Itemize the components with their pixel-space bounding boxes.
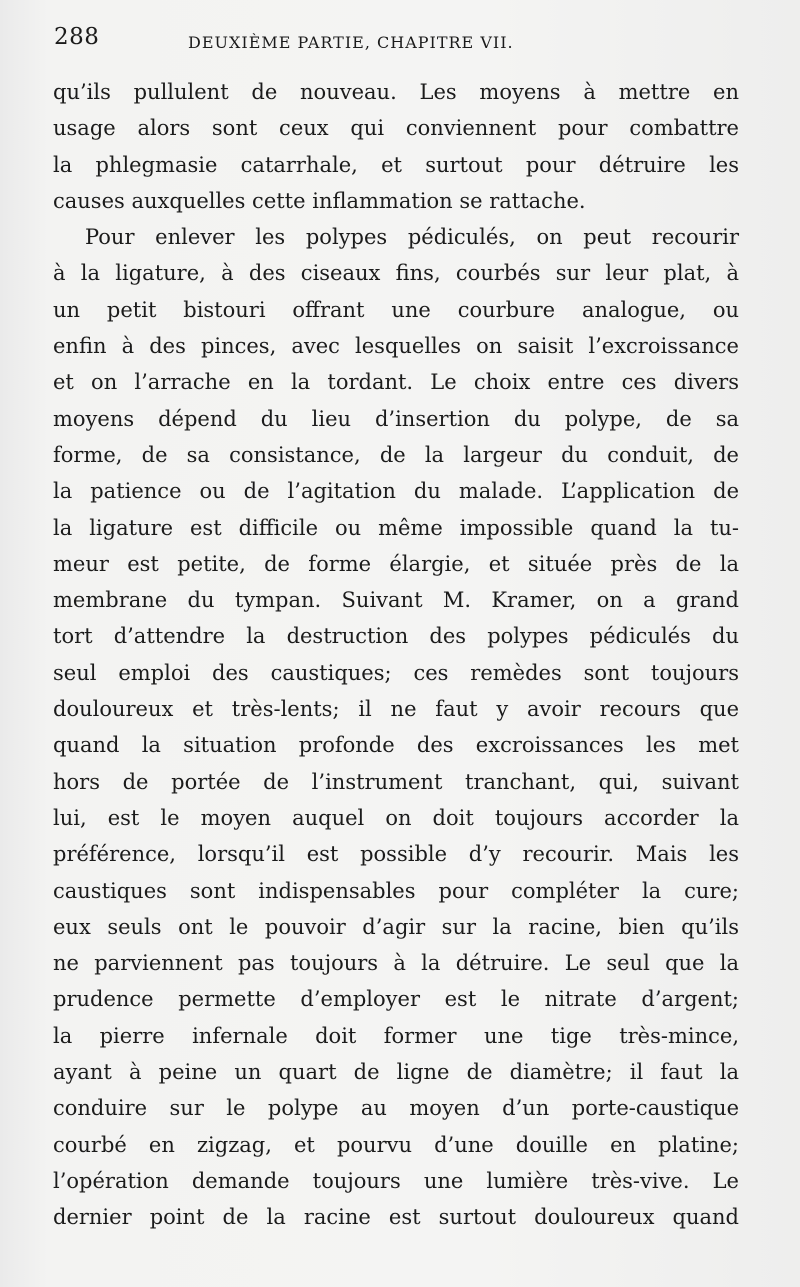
text-line: la pierre infernale doit former une tige très-mince, (53, 1023, 739, 1048)
text-line: hors de portée de l’instrument tranchant, qui, suivant (53, 769, 739, 794)
text-line: quand la situation profonde des excroissances les met (53, 733, 739, 758)
text-line: qu’ils pullulent de nouveau. Les moyens à mettre en (53, 80, 739, 104)
text-line: meur est petite, de forme élargie, et située près de la (53, 551, 739, 576)
text-line: ayant à peine un quart de ligne de diamètre; il faut la (53, 1060, 739, 1085)
text-line: préférence, lorsqu’il est possible d’y recourir. Mais les (53, 842, 739, 867)
page-header (54, 24, 754, 56)
running-head: DEUXIÈME PARTIE, CHAPITRE VII. (188, 33, 514, 52)
text-line: ne parviennent pas toujours à la détruire. Le seul que la (53, 951, 739, 976)
text-line: courbé en zigzag, et pourvu d’une douille en platine; (53, 1132, 739, 1157)
text-line: moyens dépend du lieu d’insertion du polype, de sa (53, 406, 739, 431)
text-line: un petit bistouri offrant une courbure analogue, ou (53, 297, 739, 322)
text-line: lui, est le moyen auquel on doit toujours accorder la (53, 805, 739, 830)
text-line: la patience ou de l’agitation du malade. L’application de (53, 479, 739, 504)
text-line: caustiques sont indispensables pour compléter la cure; (53, 878, 739, 903)
page-number: 288 (54, 24, 100, 50)
text-line: conduire sur le polype au moyen d’un porte-caustique (53, 1096, 739, 1121)
text-line: tort d’attendre la destruction des polypes pédiculés du (53, 624, 739, 649)
text-line: dernier point de la racine est surtout douloureux quand (53, 1205, 739, 1230)
text-line: la ligature est difficile ou même impossible quand la tu- (53, 515, 739, 540)
text-line: douloureux et très-lents; il ne faut y avoir recours que (53, 697, 739, 722)
text-line: eux seuls ont le pouvoir d’agir sur la racine, bien qu’ils (53, 914, 739, 939)
text-line: usage alors sont ceux qui conviennent pour combattre (53, 116, 739, 141)
text-line: seul emploi des caustiques; ces remèdes sont toujours (53, 660, 739, 685)
text-line: enfin à des pinces, avec lesquelles on saisit l’excroissance (53, 334, 739, 359)
text-line: Pour enlever les polypes pédiculés, on peut recourir (85, 225, 739, 250)
text-line: prudence permette d’employer est le nitrate d’argent; (53, 987, 739, 1012)
text-line: forme, de sa consistance, de la largeur du conduit, de (53, 442, 739, 467)
text-line: la phlegmasie catarrhale, et surtout pour détruire les (53, 152, 739, 177)
text-line: causes auxquelles cette inflammation se rattache. (53, 188, 586, 213)
text-line: à la ligature, à des ciseaux fins, courbés sur leur plat, à (53, 261, 739, 286)
text-line: membrane du tympan. Suivant M. Kramer, on a grand (53, 588, 739, 613)
text-line: et on l’arrache en la tordant. Le choix entre ces divers (53, 370, 739, 395)
text-line: l’opération demande toujours une lumière très-vive. Le (53, 1168, 739, 1193)
body-text (53, 74, 739, 1236)
